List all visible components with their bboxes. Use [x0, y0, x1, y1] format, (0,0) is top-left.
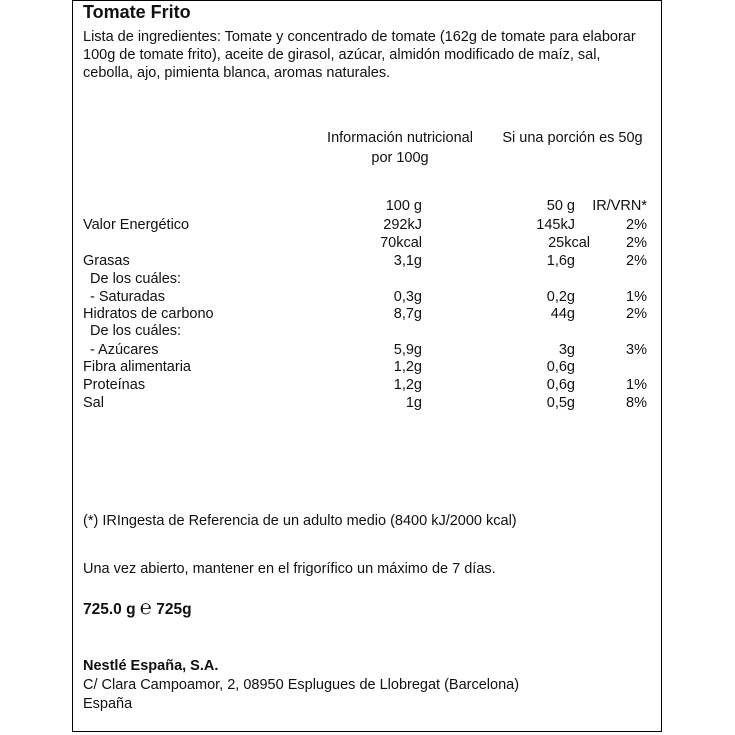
nutrition-row [0, 377, 735, 394]
value-50g: 0,5g [546, 395, 575, 411]
header-per100-line2: por 100g [371, 150, 429, 166]
value-vrn: 1% [626, 377, 647, 393]
value-vrn: 2% [626, 306, 647, 322]
value-100g: 292kJ [383, 217, 422, 233]
value-vrn: 3% [626, 342, 647, 358]
nutrition-row [0, 217, 735, 234]
value-vrn: 2% [626, 235, 647, 251]
nutrient-label: - Azúcares [90, 342, 159, 358]
value-100g: 3,1g [393, 253, 422, 269]
nutrition-row [0, 289, 735, 306]
value-50g: 0,2g [546, 289, 575, 305]
col-50g: 50 g [546, 198, 575, 214]
storage-instructions: Una vez abierto, mantener en el frigorífico un máximo de 7 días. [83, 561, 496, 577]
nutrient-label: Fibra alimentaria [83, 359, 191, 375]
weight-value: 725.0 g [83, 601, 136, 618]
value-vrn: 2% [626, 217, 647, 233]
nutrition-row [0, 235, 735, 252]
nutrition-column-headers [0, 198, 735, 215]
value-50g: 145kJ [536, 217, 575, 233]
value-100g: 1g [405, 395, 422, 411]
value-vrn: 1% [626, 289, 647, 305]
footnote: (*) IRIngesta de Referencia de un adulto medio (8400 kJ/2000 kcal) [83, 513, 517, 529]
header-portion: Si una porción es 50g [502, 130, 643, 146]
nutrition-row [0, 323, 735, 340]
nutrient-label: Grasas [83, 253, 130, 269]
value-100g: 70kcal [380, 235, 422, 251]
value-100g: 0,3g [393, 289, 422, 305]
nutrition-row [0, 395, 735, 412]
net-weight [83, 597, 192, 620]
nutrient-label: Hidratos de carbono [83, 306, 214, 322]
nutrient-label: Valor Energético [83, 217, 190, 233]
nutrition-row [0, 342, 735, 359]
estimated-sign-icon: ℮ [139, 597, 152, 619]
value-100g: 1,2g [393, 377, 422, 393]
nutrition-row [0, 359, 735, 376]
company-country: España [83, 696, 133, 712]
nutrient-label: Sal [83, 395, 104, 411]
weight-net: 725g [156, 601, 192, 618]
header-per100 [300, 128, 500, 168]
value-50g: 1,6g [546, 253, 575, 269]
nutrition-row [0, 271, 735, 288]
nutrient-sublabel: De los cuáles: [90, 271, 182, 287]
nutrient-sublabel: De los cuáles: [90, 323, 182, 339]
value-50g: 0,6g [546, 377, 575, 393]
value-50g: 3g [558, 342, 575, 358]
nutrient-label: Proteínas [83, 377, 146, 393]
ingredients-list: Lista de ingredientes: Tomate y concentrado de tomate (162g de tomate para elaborar 100g de tomate frito), aceite de girasol, azúcar, almidón modificado de maíz, sal, cebolla, ajo, pimienta blanca, aromas naturales. [83, 29, 636, 81]
value-vrn: 8% [626, 395, 647, 411]
nutrition-row [0, 306, 735, 323]
company-name: Nestlé España, S.A. [83, 658, 219, 674]
company-address: C/ Clara Campoamor, 2, 08950 Esplugues de Llobregat (Barcelona) [83, 677, 520, 693]
product-title: Tomate Frito [83, 2, 191, 22]
col-vrn: IR/VRN* [592, 198, 647, 214]
nutrient-label: - Saturadas [90, 289, 165, 305]
value-vrn: 2% [626, 253, 647, 269]
col-100g: 100 g [385, 198, 422, 214]
value-100g: 8,7g [393, 306, 422, 322]
nutrition-row [0, 253, 735, 270]
header-per100-line1: Información nutricional [327, 130, 473, 146]
value-50g: 0,6g [546, 359, 575, 375]
value-100g: 1,2g [393, 359, 422, 375]
value-50g: 44g [550, 306, 575, 322]
value-50g: 25kcal [548, 235, 590, 251]
value-100g: 5,9g [393, 342, 422, 358]
